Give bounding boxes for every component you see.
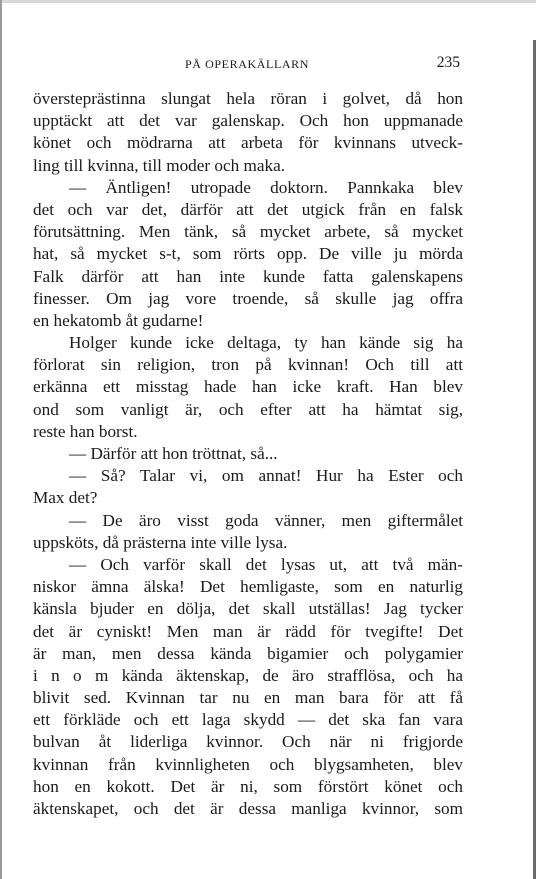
text-line: en hekatomb åt gudarne!	[33, 310, 204, 330]
text-line: blivit sed. Kvinnan tar nu en man bara för att få	[33, 688, 463, 708]
text-line: äktenskapet, och det är dessa manliga kvinnor, som	[33, 799, 463, 818]
running-head-title: PÅ OPERAKÄLLARN	[185, 57, 310, 71]
text-line: ond som vanligt är, och efter att ha hämtat sig,	[33, 399, 463, 419]
text-line: förutsättning. Men tänk, så mycket arbete, så mycket	[33, 222, 463, 242]
text-line: finesser. Om jag vore troende, så skulle jag offra	[33, 288, 463, 308]
text-line: könet och mödrarna att arbeta för kvinnans utveck-	[33, 133, 463, 153]
text-line: ling till kvinna, till moder och maka.	[33, 155, 286, 175]
page-number: 235	[436, 54, 460, 71]
text-line: reste han borst.	[33, 421, 138, 441]
text-line: erkänna ett misstag hade han icke kraft. Han blev	[33, 377, 463, 397]
text-line: hat, så mycket s-t, som rörts opp. De ville ju mörda	[33, 244, 463, 264]
text-line: bulvan åt liderliga kvinnor. Och när ni frigjorde	[33, 732, 463, 752]
text-line: uppsköts, då prästerna inte ville lysa.	[33, 532, 288, 552]
body-text	[33, 88, 463, 820]
text-line: hon en kokott. Det är ni, som förstört könet och	[33, 776, 463, 796]
text-line: Max det?	[33, 488, 98, 508]
text-line: kvinnan från kvinnligheten och blygsamheten, blev	[33, 754, 463, 774]
page-top-edge	[0, 0, 536, 3]
text-line: översteprästinna slungat hela röran i golvet, då hon	[33, 89, 463, 108]
text-line: Holger kunde icke deltaga, ty han kände sig ha	[69, 333, 463, 353]
text-line: — Därför att hon tröttnat, så...	[69, 444, 278, 463]
text-line: upptäckt att det var galenskap. Och hon uppmanade	[33, 111, 463, 131]
text-line: Falk därför att han inte kunde fatta galenskapens	[33, 266, 463, 286]
text-line: det och var det, därför att det utgick från en falsk	[33, 199, 463, 219]
text-line: — Så? Talar vi, om annat! Hur ha Ester och	[69, 466, 463, 486]
text-line: är man, men dessa kända bigamier och polygamier	[33, 643, 463, 663]
text-line: förlorat sin religion, tron på kvinnan! Och till att	[33, 355, 463, 375]
text-line: — Äntligen! utropade doktorn. Pannkaka blev	[69, 177, 463, 197]
text-line: ett förkläde och ett laga skydd — det ska fan vara	[33, 710, 463, 730]
text-line: i n o m kända äktenskap, de äro strafflösa, och ha	[33, 665, 463, 685]
text-line: — De äro visst goda vänner, men giftermålet	[69, 510, 463, 530]
page-left-edge	[0, 0, 2, 879]
text-line: — Och varför skall det lysas ut, att två män-	[69, 554, 463, 574]
text-line: det är cyniskt! Men man är rädd för tvegifte! Det	[33, 621, 463, 641]
text-line: niskor ämna älska! Det hemligaste, som en naturlig	[33, 577, 463, 597]
text-line: känsla bjuder en dölja, det skall utställas! Jag tycker	[33, 599, 463, 619]
